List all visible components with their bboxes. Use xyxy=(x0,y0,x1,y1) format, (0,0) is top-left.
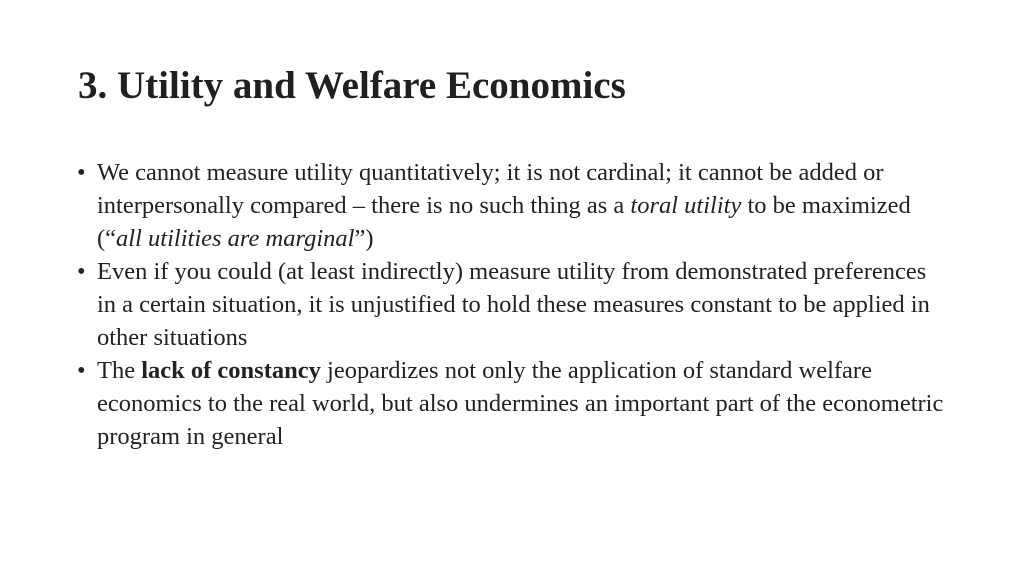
bullet-1-text-part-3: ”) xyxy=(354,225,374,252)
bullet-1-emphasis-toral-utility: toral utility xyxy=(630,192,742,219)
bullet-list xyxy=(76,156,951,453)
bullet-3-emphasis-lack-of-constancy: lack of constancy xyxy=(141,357,321,384)
bullet-item-1 xyxy=(76,156,951,255)
bullet-1-text-part-1: We cannot measure utility quantitatively; it is not cardinal; it cannot be added or interpersonally compared – there is no such thing as a xyxy=(97,159,884,219)
bullet-icon: • xyxy=(77,258,86,285)
bullet-icon: • xyxy=(77,159,86,186)
bullet-item-3 xyxy=(76,354,951,453)
bullet-3-text-part-1: The xyxy=(97,357,142,384)
slide-title: 3. Utility and Welfare Economics xyxy=(78,64,626,107)
bullet-item-2 xyxy=(76,255,951,354)
bullet-1-text-part-2: to be maximized (“ xyxy=(97,192,911,252)
bullet-icon: • xyxy=(77,357,86,384)
bullet-2-text: Even if you could (at least indirectly) measure utility from demonstrated preferences in a certain situation, it is unjustified to hold these measures constant to be applied in other situations xyxy=(97,258,930,351)
bullet-1-emphasis-quote: all utilities are marginal xyxy=(116,225,355,252)
bullet-3-text-part-2: jeopardizes not only the application of standard welfare economics to the real world, but also undermines an important part of the econometric program in general xyxy=(97,357,944,450)
